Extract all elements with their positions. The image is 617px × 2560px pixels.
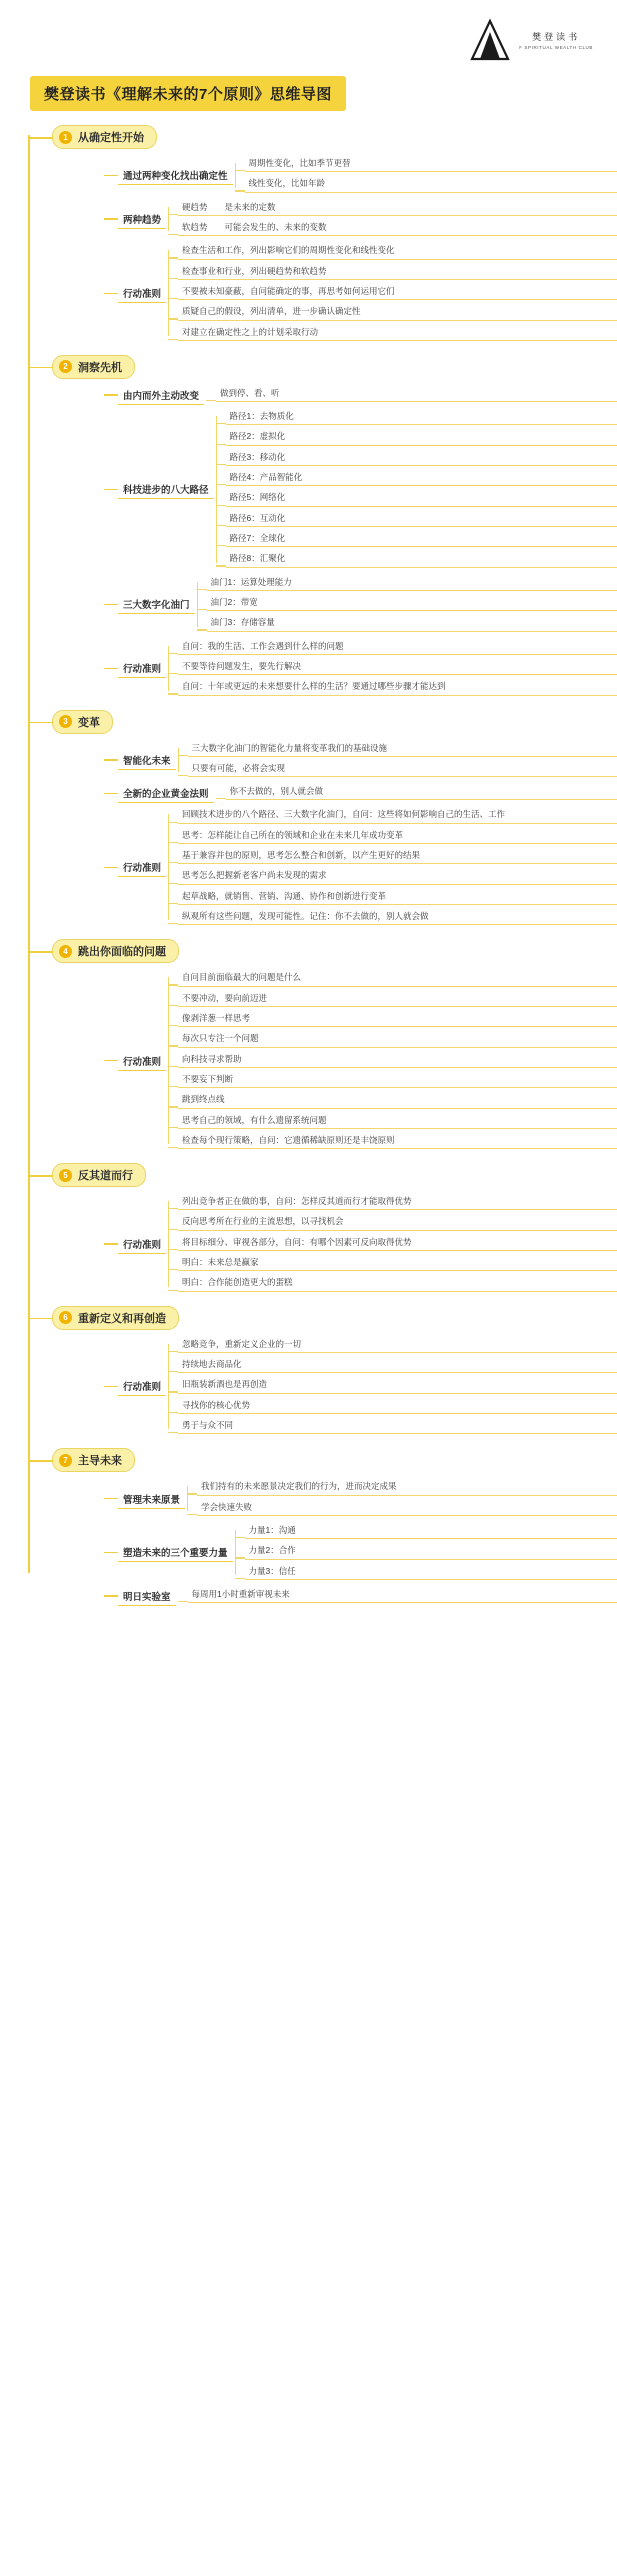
group-row	[118, 783, 617, 803]
leaf-item[interactable]: 路径2：虚拟化	[226, 428, 617, 445]
connector-spine	[168, 250, 169, 336]
leaf-item[interactable]: 自问目前面临最大的问题是什么	[178, 969, 617, 986]
branch-number-badge: 4	[59, 945, 72, 958]
leaf-item[interactable]: 基于兼容并包的原则，思考怎么整合和创新，以产生更好的结果	[178, 847, 617, 864]
leaf-item[interactable]: 路径8：汇聚化	[226, 550, 617, 567]
leaf-item[interactable]: 质疑自己的假设，列出清单，进一步确认确定性	[178, 303, 617, 320]
branch-groups	[118, 963, 617, 1161]
group-label[interactable]: 通过两种变化找出确定性	[118, 165, 233, 185]
branch-groups	[118, 1472, 617, 1615]
group-label[interactable]: 行动准则	[118, 1234, 166, 1254]
group-row	[118, 806, 617, 928]
connector-spine	[168, 977, 169, 1144]
leaf-item[interactable]: 起草战略，就销售、营销、沟通、协作和创新进行变革	[178, 888, 617, 905]
branch-label: 主导未来	[78, 1455, 122, 1468]
group-row	[118, 242, 617, 344]
leaf-item[interactable]: 忽略竞争，重新定义企业的一切	[178, 1336, 617, 1353]
group-label[interactable]: 全新的企业黄金法则	[118, 783, 214, 803]
branch-groups	[118, 734, 617, 938]
connector-spine	[168, 814, 169, 920]
leaf-item[interactable]: 油门3：存储容量	[207, 614, 617, 631]
leaf-item[interactable]: 将目标细分、审视各部分，自问：有哪个因素可反向取得优势	[178, 1234, 617, 1251]
leaf-item[interactable]: 力量1：沟通	[245, 1522, 617, 1539]
group-row	[118, 1522, 617, 1583]
branch-number-badge: 2	[59, 360, 72, 373]
leaf-item[interactable]: 持续地去商品化	[178, 1356, 617, 1373]
leaf-item[interactable]: 对建立在确定性之上的计划采取行动	[178, 324, 617, 341]
leaf-item[interactable]: 不要等待问题发生，要先行解决	[178, 658, 617, 675]
group-label[interactable]: 行动准则	[118, 857, 166, 877]
leaf-item[interactable]: 纵观所有这些问题，发现可能性。记住：你不去做的，别人就会做	[178, 908, 617, 925]
leaf-item[interactable]: 不要冲动，要向前迈进	[178, 990, 617, 1007]
connector-spine	[216, 416, 217, 563]
leaf-item[interactable]: 回顾技术进步的八个路径、三大数字化油门，自问：这些将如何影响自己的生活、工作	[178, 806, 617, 823]
connector-spine	[187, 1486, 188, 1511]
group-row	[118, 740, 617, 781]
branch-node-1[interactable]	[52, 125, 157, 149]
leaf-item[interactable]: 不要被未知豪蔽，自问能确定的事，再思考如何运用它们	[178, 283, 617, 300]
leaf-item[interactable]: 旧瓶装新酒也是再创造	[178, 1376, 617, 1393]
mindmap-root	[0, 125, 617, 1615]
branch-label: 重新定义和再创造	[78, 1312, 166, 1325]
leaf-item[interactable]: 跳到终点线	[178, 1091, 617, 1108]
branch-label: 变革	[78, 716, 100, 729]
leaf-item[interactable]: 力量2：合作	[245, 1542, 617, 1559]
leaf-item[interactable]: 路径5：网络化	[226, 489, 617, 506]
leaf-item[interactable]: 寻找你的核心优势	[178, 1397, 617, 1414]
brand-text	[519, 32, 593, 51]
leaf-item[interactable]: 每次只专注一个问题	[178, 1030, 617, 1047]
group-items	[178, 969, 617, 1152]
mindmap-branch	[22, 710, 617, 938]
group-items	[188, 740, 617, 781]
branch-node-5[interactable]	[52, 1163, 146, 1187]
group-items	[178, 199, 617, 240]
leaf-item[interactable]: 自问：我的生活、工作会遇到什么样的问题	[178, 638, 617, 655]
group-items	[216, 385, 617, 405]
leaf-item[interactable]: 路径6：互动化	[226, 510, 617, 527]
group-items	[188, 1586, 617, 1606]
branch-label: 洞察先机	[78, 361, 122, 374]
branch-node-6[interactable]	[52, 1306, 179, 1330]
group-row	[118, 408, 617, 571]
mindmap-branch	[22, 125, 617, 353]
group-items	[245, 155, 617, 196]
group-items	[245, 1522, 617, 1583]
branch-groups	[118, 1187, 617, 1304]
leaf-item[interactable]: 思考自己的领域，有什么遗留系统问题	[178, 1112, 617, 1129]
group-label[interactable]: 科技进步的八大路径	[118, 479, 214, 499]
group-row	[118, 199, 617, 240]
leaf-item[interactable]: 检查生活和工作，列出影响它们的周期性变化和线性变化	[178, 242, 617, 259]
leaf-item[interactable]: 你不去做的，别人就会做	[226, 783, 617, 800]
brand-name-cn: 樊登读书	[532, 31, 581, 42]
branch-node-7[interactable]	[52, 1448, 135, 1472]
leaf-item[interactable]: 力量3：信任	[245, 1563, 617, 1580]
leaf-item[interactable]: 学会快速失败	[197, 1499, 617, 1516]
branch-label: 从确定性开始	[78, 132, 144, 144]
group-label[interactable]: 行动准则	[118, 1376, 166, 1396]
leaf-item[interactable]: 我们持有的未来愿景决定我们的行为，进而决定成果	[197, 1478, 617, 1495]
leaf-item[interactable]: 像剥洋葱一样思考	[178, 1010, 617, 1027]
leaf-item[interactable]: 勇于与众不同	[178, 1417, 617, 1434]
leaf-item[interactable]: 路径3：移动化	[226, 449, 617, 466]
leaf-item[interactable]: 路径1：去物质化	[226, 408, 617, 425]
connector-spine	[168, 1201, 169, 1287]
leaf-item[interactable]: 路径4：产品智能化	[226, 469, 617, 486]
mindmap-branch	[22, 1306, 617, 1447]
leaf-item[interactable]: 油门2：带宽	[207, 594, 617, 611]
leaf-item[interactable]: 每周用1小时重新审视未来	[188, 1586, 617, 1603]
group-label[interactable]: 行动准则	[118, 1051, 166, 1071]
mindmap-branch	[22, 1448, 617, 1615]
leaf-item[interactable]: 明白：未来总是赢家	[178, 1254, 617, 1271]
brand-logo	[0, 0, 617, 70]
group-row	[118, 1193, 617, 1295]
group-label[interactable]: 智能化未来	[118, 750, 176, 770]
mountain-logo-icon	[467, 18, 513, 64]
connector-spine	[168, 1344, 169, 1430]
group-label[interactable]: 明日实验室	[118, 1586, 176, 1606]
group-items	[178, 242, 617, 344]
group-items	[207, 574, 617, 635]
mindmap-branch	[22, 355, 617, 708]
group-label[interactable]: 两种趋势	[118, 209, 166, 229]
branch-number-badge: 7	[59, 1454, 72, 1467]
connector-spine	[235, 163, 236, 188]
group-row	[118, 574, 617, 635]
group-label[interactable]: 塑造未来的三个重要力量	[118, 1542, 233, 1562]
leaf-item[interactable]: 不要妄下判断	[178, 1071, 617, 1088]
leaf-item[interactable]: 列出竞争者正在做的事，自问：怎样反其道而行才能取得优势	[178, 1193, 617, 1210]
leaf-item[interactable]: 线性变化，比如年龄	[245, 175, 617, 192]
group-label[interactable]: 行动准则	[118, 658, 166, 678]
branch-node-4[interactable]	[52, 939, 179, 963]
leaf-item[interactable]: 周期性变化，比如季节更替	[245, 155, 617, 172]
leaf-item[interactable]: 思考：怎样能让自己所在的领域和企业在未来几年成功变革	[178, 827, 617, 844]
page-title: 樊登读书《理解未来的7个原则》思维导图	[30, 76, 346, 111]
leaf-item[interactable]: 自问：十年或更远的未来想要什么样的生活？要通过哪些步骤才能达到	[178, 678, 617, 695]
group-row	[118, 1478, 617, 1519]
leaf-item[interactable]: 路径7：全球化	[226, 530, 617, 547]
mindmap-branch	[22, 939, 617, 1161]
leaf-item[interactable]: 反向思考所在行业的主流思想，以寻找机会	[178, 1213, 617, 1230]
leaf-item[interactable]: 向科技寻求帮助	[178, 1051, 617, 1068]
group-items	[178, 1336, 617, 1438]
branch-groups	[118, 379, 617, 708]
connector-spine	[168, 207, 169, 232]
leaf-item[interactable]: 做到停、看、听	[216, 385, 617, 402]
leaf-item[interactable]: 检查事业和行业，列出硬趋势和软趋势	[178, 263, 617, 280]
group-items	[178, 806, 617, 928]
page-title-wrap	[0, 70, 617, 125]
leaf-item[interactable]: 只要有可能，必将会实现	[188, 760, 617, 777]
group-row	[118, 969, 617, 1152]
group-label[interactable]: 行动准则	[118, 283, 166, 303]
branch-node-3[interactable]	[52, 710, 113, 734]
group-row	[118, 1586, 617, 1606]
mindmap-branch	[22, 1163, 617, 1304]
group-label[interactable]: 由内而外主动改变	[118, 385, 204, 405]
brand-name-en: F SPIRITUAL WEALTH CLUB	[519, 44, 593, 50]
leaf-item[interactable]: 思考怎么把握新老客户尚未发现的需求	[178, 867, 617, 884]
branch-groups	[118, 149, 617, 353]
leaf-item[interactable]: 硬趋势 是未来的定数	[178, 199, 617, 216]
branch-number-badge: 6	[59, 1311, 72, 1324]
group-items	[226, 408, 617, 571]
branch-number-badge: 3	[59, 715, 72, 728]
group-row	[118, 385, 617, 405]
group-row	[118, 638, 617, 699]
group-label[interactable]: 管理未来原景	[118, 1489, 185, 1509]
group-items	[178, 638, 617, 699]
group-items	[178, 1193, 617, 1295]
branch-number-badge: 1	[59, 131, 72, 144]
connector-spine	[178, 748, 179, 773]
branch-label: 跳出你面临的问题	[78, 946, 166, 959]
group-row	[118, 1336, 617, 1438]
leaf-item[interactable]: 检查每个现行策略，自问：它遗循稀缺原则还是丰饶原则	[178, 1132, 617, 1149]
leaf-item[interactable]: 三大数字化油门的智能化力量将变革我们的基础设施	[188, 740, 617, 757]
branch-groups	[118, 1330, 617, 1447]
leaf-item[interactable]: 油门1：运算处理能力	[207, 574, 617, 591]
group-label[interactable]: 三大数字化油门	[118, 594, 195, 614]
group-items	[226, 783, 617, 803]
group-row	[118, 155, 617, 196]
branch-label: 反其道而行	[78, 1170, 133, 1183]
leaf-item[interactable]: 软趋势 可能会发生的、未来的变数	[178, 219, 617, 236]
branch-number-badge: 5	[59, 1169, 72, 1182]
group-items	[197, 1478, 617, 1519]
leaf-item[interactable]: 明白：合作能创造更大的蛋糕	[178, 1274, 617, 1291]
branch-node-2[interactable]	[52, 355, 135, 379]
